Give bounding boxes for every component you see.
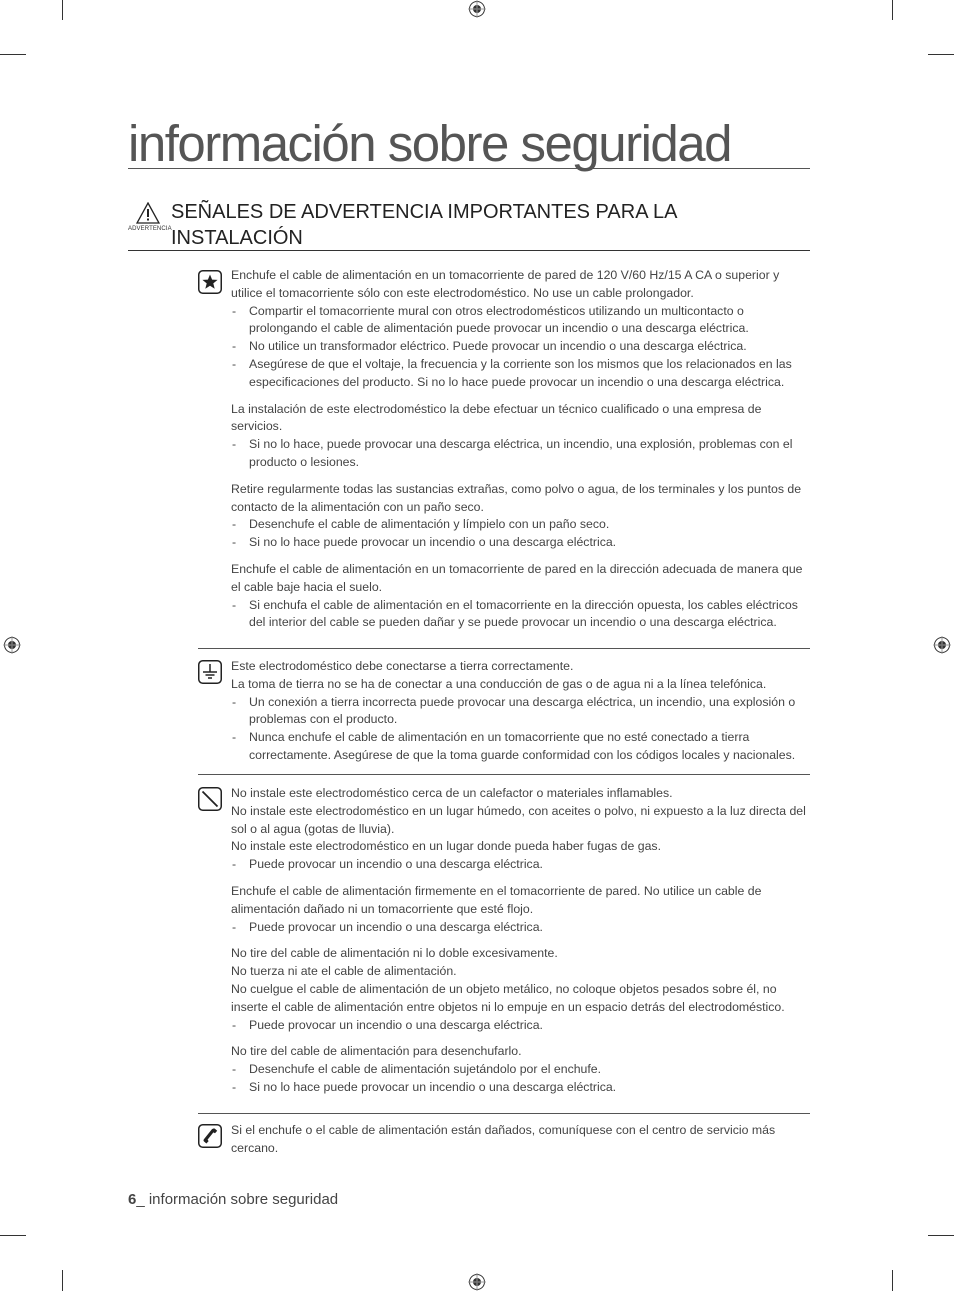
crop-mark: [62, 0, 63, 20]
page-title-text: información sobre seguridad: [128, 115, 732, 172]
dash-item: - Nunca enchufe el cable de alimentación en un tomacorriente que no esté conectado a tierra correctamente. Asegúrese de que la toma guarde conformidad con los códigos locales y nacionales.: [231, 729, 811, 765]
star-icon: [198, 270, 222, 294]
dash-item: - Si enchufa el cable de alimentación en el tomacorriente en la dirección opuesta, los cables eléctricos del interior del cable se pueden dañar y se puede provocar un incendio o una descarga eléctrica.: [231, 597, 811, 633]
dash-item: - Puede provocar un incendio o una descarga eléctrica.: [231, 856, 811, 874]
ground-icon: [198, 660, 222, 684]
paragraph-text: La toma de tierra no se ha de conectar a una conducción de gas o de agua ni a la línea telefónica.: [231, 676, 767, 691]
paragraph: [231, 481, 811, 552]
dash-item: - Puede provocar un incendio o una descarga eléctrica.: [231, 919, 811, 937]
crop-mark: [0, 54, 26, 55]
section-header: [128, 198, 810, 251]
paragraph: [231, 561, 811, 632]
section-title: SEÑALES DE ADVERTENCIA IMPORTANTES PARA LA INSTALACIÓN: [171, 201, 677, 249]
block-content: [231, 267, 811, 641]
registration-mark-icon: [468, 1273, 486, 1291]
registration-mark-icon: [933, 636, 951, 654]
registration-mark-icon: [3, 636, 21, 654]
paragraph-text: No cuelgue el cable de alimentación de un objeto metálico, no coloque objetos pesados sobre él, no inserte el cable de alimentación entre objetos ni lo empuje en un espacio detrás del electrodoméstico.: [231, 981, 785, 1014]
paragraph-text: La instalación de este electrodoméstico la debe efectuar un técnico cualificado o una empresa de servicios.: [231, 401, 762, 434]
paragraph-text: No instale este electrodoméstico cerca de un calefactor o materiales inflamables.: [231, 786, 673, 800]
dash-item: - Un conexión a tierra incorrecta puede provocar una descarga eléctrica, un incendio, una explosión o problemas con el producto.: [231, 694, 811, 730]
safety-block-plug: [198, 266, 810, 649]
paragraph: [231, 658, 811, 765]
dash-item: - Desenchufe el cable de alimentación y límpielo con un paño seco.: [231, 516, 811, 534]
paragraph: [231, 1122, 811, 1158]
paragraph-text: No tire del cable de alimentación para desenchufarlo.: [231, 1044, 522, 1059]
dash-item: - Si no lo hace puede provocar un incendio o una descarga eléctrica.: [231, 1079, 811, 1097]
dash-item: - Compartir el tomacorriente mural con otros electrodomésticos utilizando un multicontacto o prolongando el cable de alimentación puede provocar un incendio o una descarga eléctrica.: [231, 303, 811, 339]
dash-item: - No utilice un transformador eléctrico. Puede provocar un incendio o una descarga eléctrica.: [231, 338, 811, 356]
crop-mark: [0, 1235, 26, 1236]
paragraph: [231, 945, 811, 1034]
page-title: [128, 115, 810, 172]
paragraph-text: No tire del cable de alimentación ni lo doble excesivamente.: [231, 946, 558, 961]
paragraph-text: Este electrodoméstico debe conectarse a tierra correctamente.: [231, 659, 574, 673]
warning-label: ADVERTENCIA: [128, 226, 172, 232]
safety-block-service: [198, 1120, 810, 1162]
dash-item: - Si no lo hace puede provocar un incendio o una descarga eléctrica.: [231, 534, 811, 552]
safety-block-ground: [198, 656, 810, 775]
paragraph-text: No instale este electrodoméstico en un lugar húmedo, con aceites o polvo, ni expuesto a la luz directa del sol o al agua (gotas de lluvia).: [231, 803, 806, 836]
page-number: 6: [128, 1191, 137, 1208]
paragraph: [231, 401, 811, 472]
paragraph: [231, 267, 811, 392]
crop-mark: [928, 54, 954, 55]
paragraph-text: Enchufe el cable de alimentación firmemente en el tomacorriente de pared. No utilice un cable de alimentación dañado ni un tomacorriente que esté flojo.: [231, 883, 762, 916]
paragraph: [231, 883, 811, 936]
page-footer: [128, 1191, 338, 1208]
registration-mark-icon: [468, 0, 486, 18]
block-content: [231, 658, 811, 774]
dash-item: - Asegúrese de que el voltaje, la frecuencia y la corriente son los mismos que los relacionados en las especificaciones del producto. Si no lo hace puede provocar un incendio o una descarga eléctrica.: [231, 356, 811, 392]
paragraph: [231, 785, 811, 874]
crop-mark: [62, 1270, 63, 1291]
block-content: [231, 1122, 811, 1167]
dash-item: - Puede provocar un incendio o una descarga eléctrica.: [231, 1017, 811, 1035]
paragraph-text: Enchufe el cable de alimentación en un tomacorriente de pared de 120 V/60 Hz/15 A CA o superior y utilice el tomacorriente sólo con este electrodoméstico. No use un cable prolongador.: [231, 268, 780, 300]
dash-item: - Si no lo hace, puede provocar una descarga eléctrica, un incendio, una explosión, problemas con el producto o lesiones.: [231, 436, 811, 472]
paragraph-text: Retire regularmente todas las sustancias extrañas, como polvo o agua, de los terminales y los puntos de contacto de la alimentación con un paño seco.: [231, 481, 802, 514]
warning-triangle-icon: [136, 202, 160, 224]
crop-mark: [928, 1235, 954, 1236]
paragraph-text: Si el enchufe o el cable de alimentación están dañados, comuníquese con el centro de servicio más cercano.: [231, 1123, 776, 1155]
crop-mark: [892, 1270, 893, 1291]
paragraph-text: Enchufe el cable de alimentación en un tomacorriente de pared en la dirección adecuada de manera que el cable baje hacia el suelo.: [231, 561, 803, 594]
paragraph-text: No tuerza ni ate el cable de alimentación.: [231, 964, 457, 979]
footer-text: _ información sobre seguridad: [136, 1191, 339, 1208]
paragraph: [231, 1043, 811, 1096]
phone-icon: [198, 1124, 222, 1148]
crop-mark: [892, 0, 893, 20]
safety-block-prohibited: [198, 783, 810, 1114]
dash-item: - Desenchufe el cable de alimentación sujetándolo por el enchufe.: [231, 1061, 811, 1079]
paragraph-text: No instale este electrodoméstico en un lugar donde pueda haber fugas de gas.: [231, 839, 662, 854]
prohibited-icon: [198, 787, 222, 811]
block-content: [231, 785, 811, 1106]
